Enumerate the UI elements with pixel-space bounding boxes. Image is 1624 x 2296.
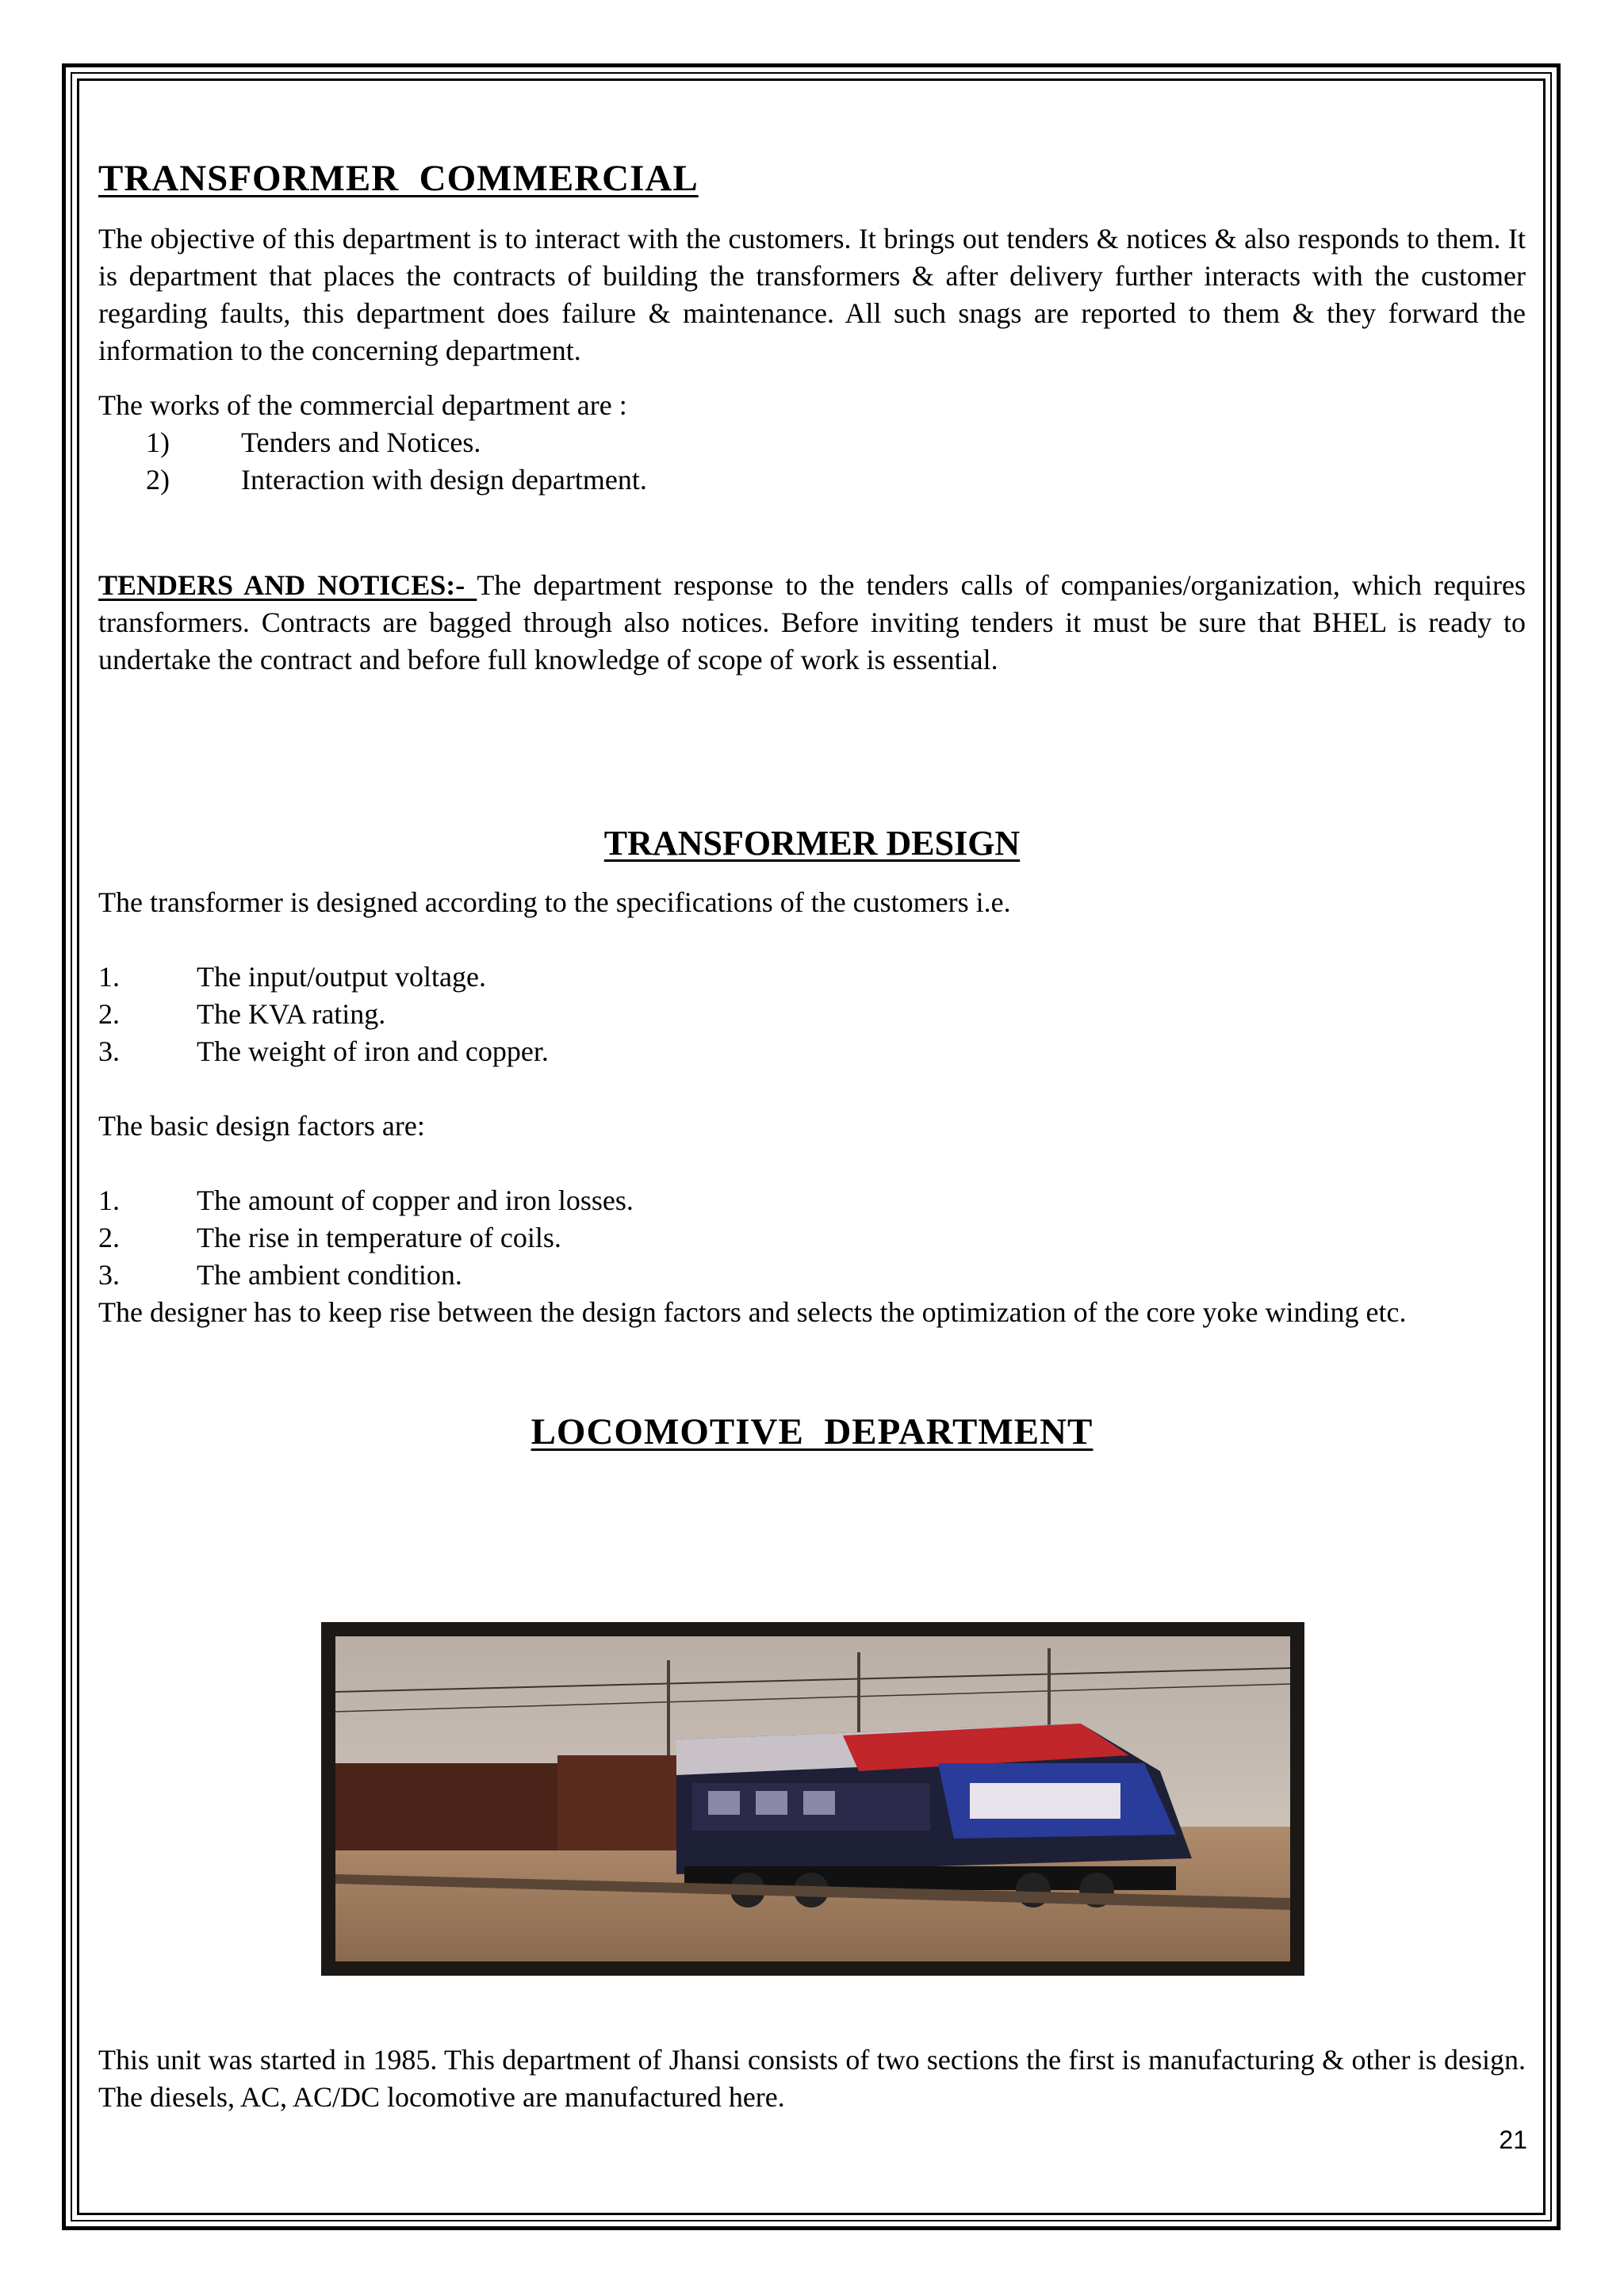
design-factors-intro: The basic design factors are: <box>98 1110 425 1142</box>
tenders-text: The department response to the tenders calls of companies/organization, which requires transformers. Contracts are bagged through also notices. Before inviting tenders it must be sure that BHEL is ready to undertake the contract and before full knowledge of scope of work is essential. <box>98 569 1526 675</box>
works-intro: The works of the commercial department are : <box>98 389 627 421</box>
list-item <box>98 1257 1526 1294</box>
list-item <box>98 424 1526 461</box>
page-content <box>98 157 1526 1453</box>
list-item-number: 2. <box>98 1222 120 1253</box>
list-item <box>98 959 1526 996</box>
list-item-number: 2. <box>98 998 120 1030</box>
list-item-text: The ambient condition. <box>197 1259 462 1291</box>
locomotive-paragraph: This unit was started in 1985. This department of Jhansi consists of two sections the first is manufacturing & other is design. The diesels, AC, AC/DC locomotive are manufactured here. <box>98 2044 1526 2113</box>
list-item-text: The amount of copper and iron losses. <box>197 1184 634 1216</box>
page-number: 21 <box>1499 2126 1527 2154</box>
list-item-number: 3. <box>98 1035 120 1067</box>
design-intro: The transformer is designed according to the specifications of the customers i.e. <box>98 886 1011 918</box>
list-item-text: Tenders and Notices. <box>241 427 481 458</box>
design-closing: The designer has to keep rise between the design factors and selects the optimization of the core yoke winding etc. <box>98 1296 1407 1328</box>
tenders-paragraph <box>98 567 1526 679</box>
list-item-number: 2) <box>146 464 170 496</box>
list-item-text: The rise in temperature of coils. <box>197 1222 561 1253</box>
locomotive-department-heading: LOCOMOTIVE DEPARTMENT <box>530 1411 1094 1452</box>
transformer-design-heading: TRANSFORMER DESIGN <box>603 824 1021 863</box>
list-item-number: 1. <box>98 961 120 993</box>
works-list <box>98 424 1526 499</box>
list-item <box>98 1033 1526 1070</box>
list-item-text: The input/output voltage. <box>197 961 486 993</box>
tenders-lead-label: TENDERS AND NOTICES:- <box>98 569 477 601</box>
locomotive-photo <box>321 1622 1304 1976</box>
locomotive-image <box>335 1636 1290 1961</box>
factors-list <box>98 1182 1526 1294</box>
commercial-paragraph: The objective of this department is to interact with the customers. It brings out tenders & notices & also responds to them. It is department that places the contracts of building the transformers & after delivery further interacts with the customer regarding faults, this department does failure & maintenance. All such snags are reported to them & they forward the information to the concerning department. <box>98 223 1526 366</box>
list-item <box>98 996 1526 1033</box>
list-item <box>98 1219 1526 1257</box>
transformer-commercial-heading: TRANSFORMER COMMERCIAL <box>98 158 699 199</box>
list-item <box>98 461 1526 499</box>
list-item-number: 1) <box>146 427 170 458</box>
list-item-number: 3. <box>98 1259 120 1291</box>
list-item-text: The weight of iron and copper. <box>197 1035 549 1067</box>
list-item-text: The KVA rating. <box>197 998 386 1030</box>
list-item <box>98 1182 1526 1219</box>
list-item-number: 1. <box>98 1184 120 1216</box>
specs-list <box>98 959 1526 1070</box>
list-item-text: Interaction with design department. <box>241 464 647 496</box>
